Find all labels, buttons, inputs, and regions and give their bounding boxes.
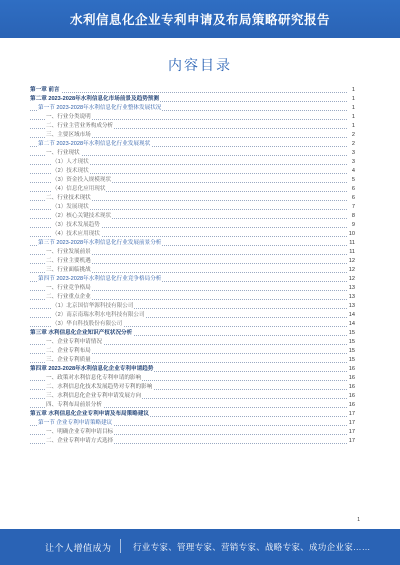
toc-entry-page: 16 <box>348 366 355 372</box>
toc-entry-page: 12 <box>348 258 355 264</box>
toc-entry-page: 12 <box>348 276 355 282</box>
toc-row[interactable] <box>30 419 355 428</box>
toc-entry-page: 17 <box>348 429 355 435</box>
toc-row[interactable] <box>30 356 355 365</box>
page-number: 1 <box>357 517 360 523</box>
toc-row[interactable] <box>30 221 355 230</box>
toc-entry-page: 4 <box>351 168 355 174</box>
toc-entry-page: 3 <box>351 159 355 165</box>
toc-row[interactable] <box>30 266 355 275</box>
table-of-contents <box>30 86 355 446</box>
toc-entry-page: 15 <box>348 330 355 336</box>
toc-entry-page: 2 <box>351 141 355 147</box>
toc-row[interactable] <box>30 158 355 167</box>
toc-row[interactable] <box>30 338 355 347</box>
toc-row[interactable] <box>30 239 355 248</box>
toc-row[interactable] <box>30 374 355 383</box>
toc-entry-text: 三、行业面临挑战 <box>46 267 91 273</box>
header-banner <box>0 0 400 38</box>
toc-entry-page: 6 <box>351 186 355 192</box>
toc-entry-text: 第二章 2023-2028年水利信息化市场前景及趋势预测 <box>30 96 159 102</box>
toc-row[interactable] <box>30 176 355 185</box>
toc-entry-text: 第一节 2023-2028年水利信息化行业整体发展状况 <box>38 105 162 111</box>
toc-row[interactable] <box>30 212 355 221</box>
toc-entry-page: 8 <box>351 213 355 219</box>
toc-entry-text: 第一节 企业专利申请策略建议 <box>38 420 113 426</box>
toc-entry-page: 13 <box>348 294 355 300</box>
toc-entry-text: 第二节 2023-2028年水利信息化行业发展现状 <box>38 141 151 147</box>
toc-entry-text: （3）华自科技股份有限公司 <box>52 321 123 327</box>
toc-row[interactable] <box>30 347 355 356</box>
toc-entry-text: 第五章 水利信息化企业专利申请及布局策略建议 <box>30 411 150 417</box>
footer-tagline: 行业专家、管理专家、营销专家、战略专家、成功企业家…… <box>133 542 371 552</box>
toc-entry-page: 15 <box>348 357 355 363</box>
toc-row[interactable] <box>30 293 355 302</box>
toc-row[interactable] <box>30 284 355 293</box>
toc-entry-text: 二、企业专利布局 <box>46 348 91 354</box>
toc-entry-page: 1 <box>351 87 355 93</box>
toc-entry-page: 1 <box>351 105 355 111</box>
toc-entry-page: 17 <box>348 420 355 426</box>
toc-entry-page: 10 <box>348 231 355 237</box>
toc-entry-page: 16 <box>348 384 355 390</box>
toc-entry-text: 二、行业重点企业 <box>46 294 91 300</box>
toc-entry-text: 三、水利信息化企业专利申请发展方向 <box>46 393 142 399</box>
toc-entry-text: 第三章 水利信息化企业知识产权状况分析 <box>30 330 133 336</box>
toc-entry-page: 3 <box>351 150 355 156</box>
toc-row[interactable] <box>30 131 355 140</box>
toc-row[interactable] <box>30 311 355 320</box>
toc-entry-text: （1）发展现状 <box>52 204 89 210</box>
toc-entry-page: 1 <box>351 96 355 102</box>
toc-row[interactable] <box>30 140 355 149</box>
toc-entry-page: 6 <box>351 195 355 201</box>
toc-entry-text: 三、企业专利质量 <box>46 357 91 363</box>
toc-row[interactable] <box>30 320 355 329</box>
toc-entry-page: 16 <box>348 402 355 408</box>
footer-slogan: 让个人增值成为 <box>45 543 112 553</box>
toc-entry-text: 二、行业主营业务构成分析 <box>46 123 114 129</box>
toc-entry-text: （3）资金投入规模现状 <box>52 177 112 183</box>
toc-row[interactable] <box>30 248 355 257</box>
toc-entry-page: 11 <box>349 249 355 255</box>
toc-row[interactable] <box>30 203 355 212</box>
toc-row[interactable] <box>30 230 355 239</box>
toc-row[interactable] <box>30 113 355 122</box>
toc-entry-text: 一、行业竞争格局 <box>46 285 91 291</box>
toc-leader-dots <box>30 92 347 93</box>
toc-row[interactable] <box>30 185 355 194</box>
toc-entry-text: 第四节 2023-2028年水利信息化行业竞争格局分析 <box>38 276 162 282</box>
toc-row[interactable] <box>30 383 355 392</box>
toc-row[interactable] <box>30 428 355 437</box>
toc-entry-text: 一、企业专利申请情况 <box>46 339 102 345</box>
toc-entry-text: （3）技术发展趋势 <box>52 222 100 228</box>
toc-entry-page: 17 <box>348 411 355 417</box>
toc-entry-page: 1 <box>351 123 355 129</box>
toc-entry-text: 二、行业技术现状 <box>46 195 91 201</box>
toc-entry-text: 二、企业专利申请方式选择 <box>46 438 114 444</box>
toc-entry-page: 15 <box>348 348 355 354</box>
toc-row[interactable] <box>30 194 355 203</box>
toc-entry-page: 1 <box>351 114 355 120</box>
footer-banner <box>0 529 400 565</box>
toc-entry-page: 7 <box>351 204 355 210</box>
toc-entry-text: 二、水利信息化技术发展趋势对专利的影响 <box>46 384 153 390</box>
toc-row[interactable] <box>30 257 355 266</box>
toc-row[interactable] <box>30 329 355 338</box>
toc-entry-text: （1）人才现状 <box>52 159 89 165</box>
toc-row[interactable] <box>30 122 355 131</box>
toc-entry-page: 17 <box>348 438 355 444</box>
toc-entry-page: 5 <box>351 177 355 183</box>
report-title: 水利信息化企业专利申请及布局策略研究报告 <box>69 13 330 27</box>
toc-entry-text: 一、明确企业专利申请目标 <box>46 429 114 435</box>
toc-row[interactable] <box>30 302 355 311</box>
toc-row[interactable] <box>30 410 355 419</box>
toc-row[interactable] <box>30 392 355 401</box>
toc-title: 内容目录 <box>168 57 232 73</box>
toc-entry-page: 15 <box>348 339 355 345</box>
toc-entry-text: 一、行业发展前景 <box>46 249 91 255</box>
toc-entry-text: （2）南京南瑞水利水电科技有限公司 <box>52 312 145 318</box>
toc-entry-text: 第三节 2023-2028年水利信息化行业发展前景分析 <box>38 240 162 246</box>
toc-entry-page: 14 <box>348 321 355 327</box>
toc-entry-text: （2）核心关键技术现状 <box>52 213 112 219</box>
toc-row[interactable] <box>30 104 355 113</box>
footer-divider <box>120 539 121 553</box>
toc-entry-text: 一、政策对水利信息化专利申请的影响 <box>46 375 142 381</box>
toc-entry-page: 2 <box>351 132 355 138</box>
toc-entry-text: 一、行业分类说明 <box>46 114 91 120</box>
toc-entry-page: 9 <box>351 222 355 228</box>
toc-row[interactable] <box>30 149 355 158</box>
toc-row[interactable] <box>30 401 355 410</box>
toc-row[interactable] <box>30 437 355 446</box>
toc-entry-page: 16 <box>348 375 355 381</box>
toc-entry-page: 12 <box>348 267 355 273</box>
toc-row[interactable] <box>30 95 355 104</box>
toc-row[interactable] <box>30 275 355 284</box>
toc-entry-text: （4）信息化应用现状 <box>52 186 106 192</box>
toc-entry-text: （4）技术应用现状 <box>52 231 100 237</box>
toc-entry-page: 14 <box>348 312 355 318</box>
toc-row[interactable] <box>30 86 355 95</box>
toc-entry-text: （2）技术现状 <box>52 168 89 174</box>
toc-entry-text: 三、主要区域市场 <box>46 132 91 138</box>
toc-entry-text: 四、专利布局前景分析 <box>46 402 102 408</box>
toc-entry-page: 11 <box>349 240 355 246</box>
toc-entry-text: 第一章 前言 <box>30 87 60 93</box>
toc-entry-text: （1）北京国信华源科技有限公司 <box>52 303 134 309</box>
toc-entry-text: 一、行业现状 <box>46 150 80 156</box>
toc-entry-text: 第四章 2023-2028年水利信息化企业专利申请趋势 <box>30 366 154 372</box>
toc-row[interactable] <box>30 365 355 374</box>
toc-entry-page: 13 <box>348 303 355 309</box>
toc-entry-page: 16 <box>348 393 355 399</box>
toc-row[interactable] <box>30 167 355 176</box>
toc-entry-page: 13 <box>348 285 355 291</box>
toc-entry-text: 二、行业主要机遇 <box>46 258 91 264</box>
